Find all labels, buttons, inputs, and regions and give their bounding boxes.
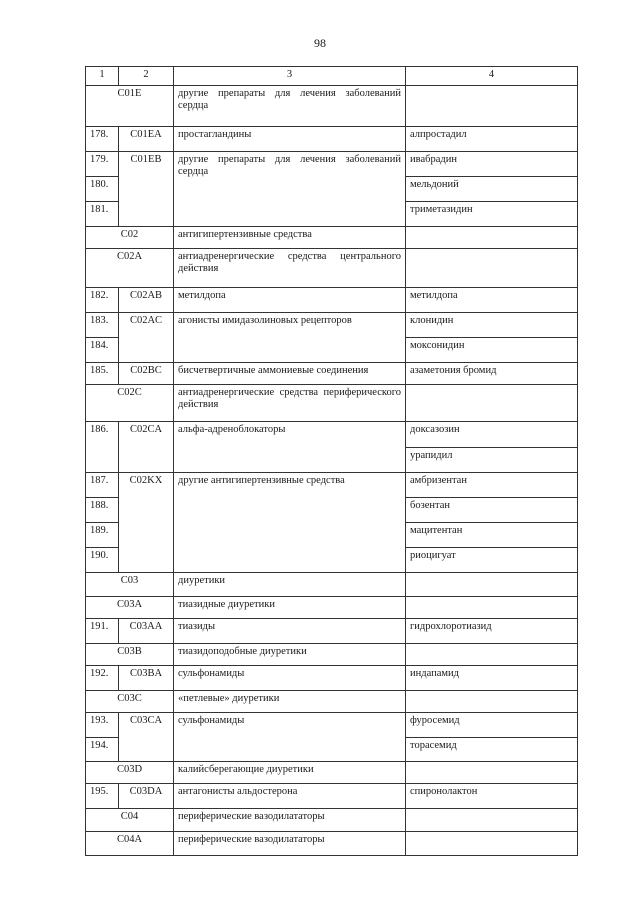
row-number: 182. — [86, 288, 119, 313]
group-description: альфа-адреноблокаторы — [174, 422, 406, 473]
drug-name: урапидил — [406, 448, 578, 473]
group-code: C03A — [86, 597, 174, 619]
row-number: 191. — [86, 619, 119, 644]
group-description: агонисты имидазолиновых рецепторов — [174, 313, 406, 363]
drug-name: доксазозин — [406, 422, 578, 448]
table-row — [86, 809, 578, 832]
drug-name: бозентан — [406, 498, 578, 523]
row-number: 187. — [86, 473, 119, 498]
group-description: тиазидные диуретики — [174, 597, 406, 619]
group-description: сульфонамиды — [174, 666, 406, 691]
table-header-row — [86, 67, 578, 86]
header-col-1: 1 — [86, 67, 119, 86]
group-code: C03C — [86, 691, 174, 713]
row-number: 181. — [86, 202, 119, 227]
drug-name: торасемид — [406, 738, 578, 762]
drug-name: ивабрадин — [406, 152, 578, 177]
table-row — [86, 288, 578, 313]
atc-code: C03CA — [119, 713, 174, 762]
row-number: 178. — [86, 127, 119, 152]
table-row — [86, 127, 578, 152]
row-number: 179. — [86, 152, 119, 177]
drug-name — [406, 86, 578, 127]
drug-name — [406, 385, 578, 422]
atc-code: C01EB — [119, 152, 174, 227]
group-code: C02 — [86, 227, 174, 249]
table-row — [86, 473, 578, 498]
drug-name — [406, 573, 578, 597]
drug-name: гидрохлоротиазид — [406, 619, 578, 644]
row-number: 183. — [86, 313, 119, 338]
drug-name — [406, 691, 578, 713]
drug-name — [406, 762, 578, 784]
drug-name: моксонидин — [406, 338, 578, 363]
page-number: 98 — [314, 36, 326, 50]
table-row — [86, 619, 578, 644]
group-description: сульфонамиды — [174, 713, 406, 762]
group-description: антагонисты альдостерона — [174, 784, 406, 809]
group-description: «петлевые» диуретики — [174, 691, 406, 713]
row-number: 184. — [86, 338, 119, 363]
row-number: 180. — [86, 177, 119, 202]
table-row — [86, 713, 578, 738]
atc-code: C02AB — [119, 288, 174, 313]
table-row — [86, 227, 578, 249]
row-number: 194. — [86, 738, 119, 762]
group-code: C03D — [86, 762, 174, 784]
atc-code: C03DA — [119, 784, 174, 809]
row-number: 189. — [86, 523, 119, 548]
group-code: C02A — [86, 249, 174, 288]
atc-code: C02AC — [119, 313, 174, 363]
group-description: бисчетвертичные аммониевые соединения — [174, 363, 406, 385]
row-number: 192. — [86, 666, 119, 691]
drug-name: фуросемид — [406, 713, 578, 738]
table-row — [86, 573, 578, 597]
atc-code: C03BA — [119, 666, 174, 691]
table-row — [86, 666, 578, 691]
row-number: 190. — [86, 548, 119, 573]
atc-code: C02KX — [119, 473, 174, 573]
group-code: C03B — [86, 644, 174, 666]
group-description: диуретики — [174, 573, 406, 597]
drug-name — [406, 832, 578, 856]
group-description: другие препараты для лечения заболеваний сердца — [174, 86, 406, 127]
table-row — [86, 152, 578, 177]
drug-name: мацитентан — [406, 523, 578, 548]
drug-name: клонидин — [406, 313, 578, 338]
table-row — [86, 597, 578, 619]
table-row — [86, 385, 578, 422]
group-description: другие препараты для лечения заболеваний сердца — [174, 152, 406, 227]
group-description: простагландины — [174, 127, 406, 152]
table-row — [86, 313, 578, 338]
row-number: 186. — [86, 422, 119, 473]
group-description: метилдопа — [174, 288, 406, 313]
group-description: тиазиды — [174, 619, 406, 644]
table-row — [86, 249, 578, 288]
drug-name: спиронолактон — [406, 784, 578, 809]
drug-name: азаметония бромид — [406, 363, 578, 385]
row-number: 195. — [86, 784, 119, 809]
drug-name — [406, 227, 578, 249]
group-description: антигипертензивные средства — [174, 227, 406, 249]
group-description: другие антигипертензивные средства — [174, 473, 406, 573]
drug-name: риоцигуат — [406, 548, 578, 573]
drug-name: триметазидин — [406, 202, 578, 227]
header-col-3: 3 — [174, 67, 406, 86]
table-row — [86, 762, 578, 784]
drug-name — [406, 597, 578, 619]
group-description: периферические вазодилататоры — [174, 809, 406, 832]
group-code: C04 — [86, 809, 174, 832]
table-row — [86, 832, 578, 856]
table-row — [86, 86, 578, 127]
drug-name: мельдоний — [406, 177, 578, 202]
drug-name — [406, 644, 578, 666]
table-row — [86, 363, 578, 385]
atc-code: C03AA — [119, 619, 174, 644]
row-number: 185. — [86, 363, 119, 385]
atc-code: C02BC — [119, 363, 174, 385]
group-description: антиадренергические средства периферического действия — [174, 385, 406, 422]
drug-name — [406, 249, 578, 288]
table-row — [86, 644, 578, 666]
header-col-2: 2 — [119, 67, 174, 86]
group-description: тиазидоподобные диуретики — [174, 644, 406, 666]
table-row — [86, 422, 578, 448]
table-row — [86, 784, 578, 809]
row-number: 193. — [86, 713, 119, 738]
drug-classification-table — [85, 66, 578, 856]
group-description: периферические вазодилататоры — [174, 832, 406, 856]
group-code: C02C — [86, 385, 174, 422]
atc-code: C01EA — [119, 127, 174, 152]
drug-name: алпростадил — [406, 127, 578, 152]
group-description: антиадренергические средства центрального действия — [174, 249, 406, 288]
atc-code: C02CA — [119, 422, 174, 473]
drug-name: метилдопа — [406, 288, 578, 313]
row-number: 188. — [86, 498, 119, 523]
group-code: C01E — [86, 86, 174, 127]
drug-name: амбризентан — [406, 473, 578, 498]
group-description: калийсберегающие диуретики — [174, 762, 406, 784]
table-row — [86, 691, 578, 713]
group-code: C04A — [86, 832, 174, 856]
drug-name: индапамид — [406, 666, 578, 691]
drug-name — [406, 809, 578, 832]
header-col-4: 4 — [406, 67, 578, 86]
group-code: C03 — [86, 573, 174, 597]
